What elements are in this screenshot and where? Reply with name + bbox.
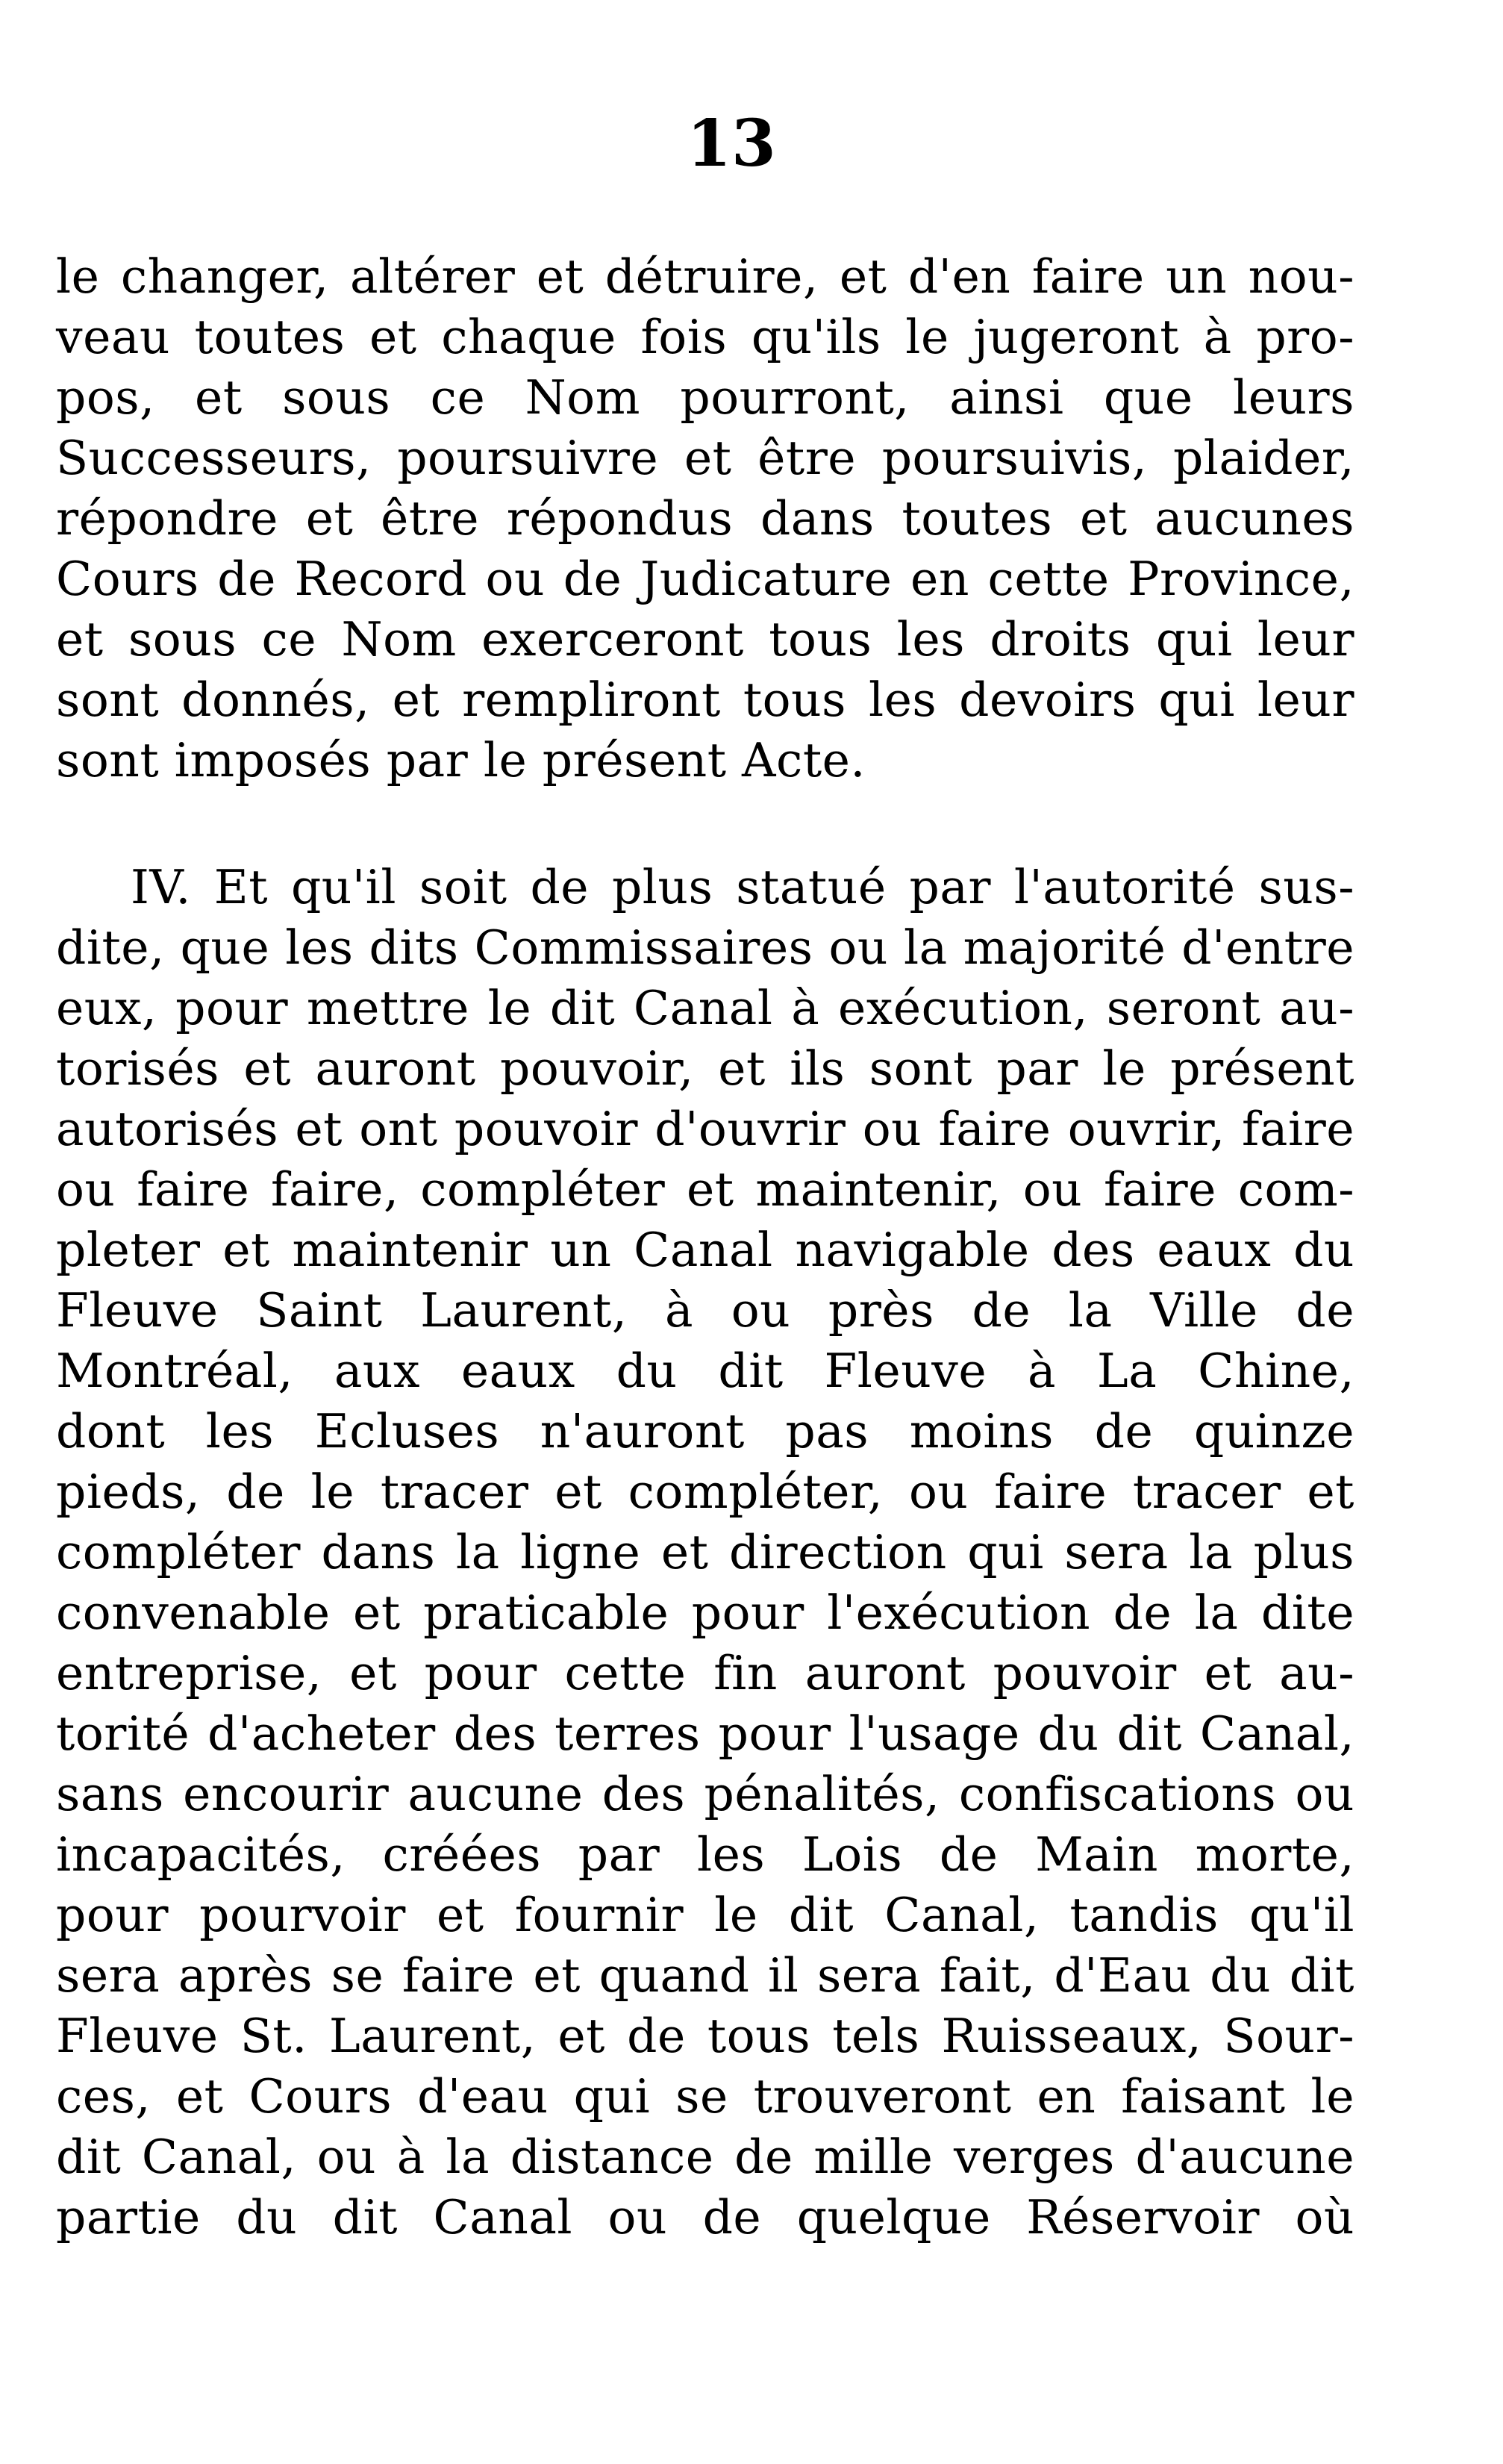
text-line: entreprise, et pour cette fin auront pouvoir et au- — [56, 1646, 1354, 1700]
text-line: le changer, altérer et détruire, et d'en faire un nou- — [56, 249, 1354, 304]
text-line: IV. Et qu'il soit de plus statué par l'autorité sus- — [131, 860, 1354, 914]
text-line: dont les Ecluses n'auront pas moins de quinze — [56, 1404, 1354, 1459]
text-line: pos, et sous ce Nom pourront, ainsi que leurs — [56, 370, 1354, 425]
text-line: sont imposés par le présent Acte. — [56, 733, 866, 787]
text-line: autorisés et ont pouvoir d'ouvrir ou faire ouvrir, faire — [56, 1102, 1354, 1156]
text-line: sont donnés, et rempliront tous les devoirs qui leur — [56, 673, 1354, 727]
text-line: compléter dans la ligne et direction qui sera la plus — [56, 1525, 1354, 1579]
text-line: dit Canal, ou à la distance de mille verges d'aucune — [56, 2130, 1354, 2184]
paragraph-section-iv — [56, 857, 1354, 2248]
text-line: ou faire faire, compléter et maintenir, ou faire com- — [56, 1162, 1354, 1217]
text-line: convenable et praticable pour l'exécution de la dite — [56, 1585, 1354, 1640]
text-line: sera après se faire et quand il sera fait, d'Eau du dit — [56, 1948, 1354, 2003]
page-number: 13 — [687, 106, 776, 181]
text-line: eux, pour mettre le dit Canal à exécution, seront au- — [56, 981, 1354, 1035]
text-line: pieds, de le tracer et compléter, ou faire tracer et — [56, 1465, 1354, 1519]
text-line: torisés et auront pouvoir, et ils sont par le présent — [56, 1041, 1354, 1096]
text-line: ces, et Cours d'eau qui se trouveront en faisant le — [56, 2069, 1354, 2124]
text-line: incapacités, créées par les Lois de Main morte, — [56, 1827, 1354, 1882]
text-line: veau toutes et chaque fois qu'ils le jugeront à pro- — [56, 310, 1354, 364]
text-line: Fleuve Saint Laurent, à ou près de la Ville de — [56, 1283, 1354, 1338]
text-line: Fleuve St. Laurent, et de tous tels Ruisseaux, Sour- — [56, 2009, 1354, 2063]
text-line: Montréal, aux eaux du dit Fleuve à La Chine, — [56, 1344, 1354, 1398]
text-line: Successeurs, poursuivre et être poursuivis, plaider, — [56, 431, 1354, 485]
text-line: torité d'acheter des terres pour l'usage du dit Canal, — [56, 1706, 1354, 1761]
text-line: pour pourvoir et fournir le dit Canal, tandis qu'il — [56, 1888, 1354, 1942]
text-line: partie du dit Canal ou de quelque Réservoir où — [56, 2190, 1354, 2245]
text-line: sans encourir aucune des pénalités, confiscations ou — [56, 1767, 1354, 1821]
paragraph-continuation — [56, 246, 1354, 790]
text-line: Cours de Record ou de Judicature en cette Province, — [56, 552, 1354, 606]
text-line: pleter et maintenir un Canal navigable des eaux du — [56, 1223, 1354, 1277]
text-line: répondre et être répondus dans toutes et aucunes — [56, 491, 1354, 546]
text-line: dite, que les dits Commissaires ou la majorité d'entre — [56, 920, 1354, 975]
text-line: et sous ce Nom exerceront tous les droits qui leur — [56, 612, 1354, 667]
